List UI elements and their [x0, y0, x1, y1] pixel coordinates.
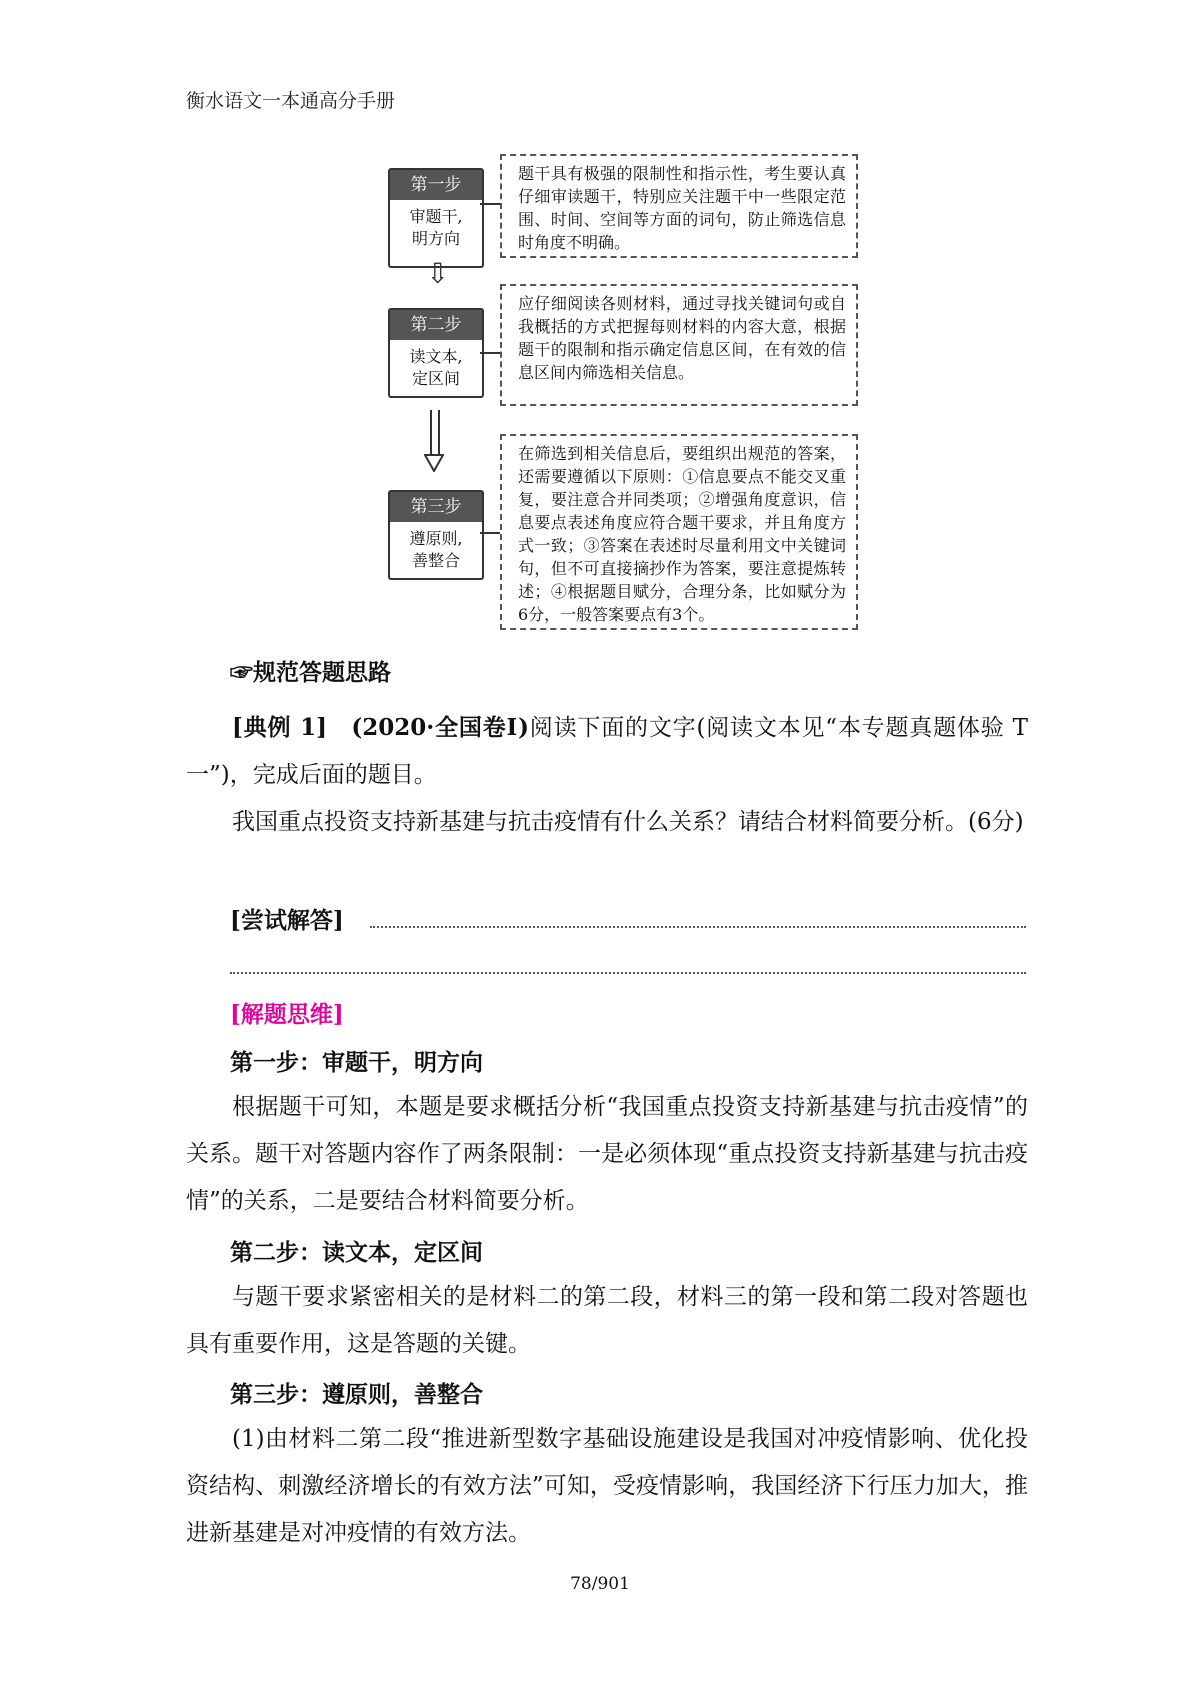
flow-step-3-body: 遵原则, 善整合: [409, 529, 463, 570]
step3-text-block: [186, 1416, 1028, 1557]
flow-connector-3: [480, 532, 500, 534]
flow-desc-2: 应仔细阅读各则材料，通过寻找关键词句或自我概括的方式把握每则材料的内容大意，根据题干的限制和指示确定信息区间，在有效的信息区间内筛选相关信息。: [500, 284, 858, 406]
answer-line-2[interactable]: [230, 972, 1026, 974]
flow-step-2: [388, 308, 484, 398]
flow-desc-3: 在筛选到相关信息后，要组织出规范的答案，还需要遵循以下原则：①信息要点不能交叉重复，要注意合并同类项；②增强角度意识，信息要点表述角度应符合题干要求，并且角度方式一致；③答案在表述时尽量利用文中关键词句，但不可直接摘抄作为答案，要注意提炼转述；④根据题目赋分，合理分条，比如赋分为6分，一般答案要点有3个。: [500, 434, 858, 630]
example-block: [186, 704, 1028, 846]
flow-step-1-body: 审题干, 明方向: [409, 207, 463, 248]
flow-desc-1: 题干具有极强的限制性和指示性，考生要认真仔细审读题干，特别应关注题干中一些限定范围、时间、空间等方面的词句，防止筛选信息时角度不明确。: [500, 154, 858, 258]
step2-text-block: [186, 1274, 1028, 1368]
flow-step-3: [388, 490, 484, 580]
step1-title: 第一步：审题干，明方向: [230, 1049, 483, 1076]
answer-line-1[interactable]: [370, 926, 1026, 928]
flow-arrow-2-icon: [426, 410, 442, 472]
step1-text-block: [186, 1084, 1028, 1225]
step1-text: 根据题干可知，本题是要求概括分析“我国重点投资支持新基建与抗击疫情”的关系。题干对答题内容作了两条限制：一是必须体现“重点投资支持新基建与抗击疫情”的关系，二是要结合材料简要分析。: [186, 1094, 1028, 1214]
example-label: [典例 1]: [232, 714, 328, 741]
flow-step-2-body: 读文本, 定区间: [409, 347, 463, 388]
flow-step-1-head: 第一步: [390, 170, 482, 200]
example-intro: 阅读下面的文字(阅读文本见“本专题真题体验 T一”)，完成后面的题目。: [186, 715, 1028, 788]
section-title: ☞规范答题思路: [230, 659, 391, 686]
example-source: (2020·全国卷Ⅰ): [351, 714, 529, 741]
step3-text: (1)由材料二第二段“推进新型数字基础设施建设是我国对冲疫情影响、优化投资结构、刺激经济增长的有效方法”可知，受疫情影响，我国经济下行压力加大，推进新基建是对冲疫情的有效方法。: [186, 1426, 1028, 1546]
try-answer-label: [尝试解答]: [230, 907, 344, 934]
step2-title: 第二步：读文本，定区间: [230, 1239, 483, 1266]
example-question: 我国重点投资支持新基建与抗击疫情有什么关系？请结合材料简要分析。(6分): [232, 809, 1024, 835]
flow-step-3-head: 第三步: [390, 492, 482, 522]
flow-step-1: [388, 168, 484, 268]
step3-title: 第三步：遵原则，善整合: [230, 1381, 483, 1408]
flow-arrow-1-icon: ⇩: [426, 257, 450, 290]
flow-step-2-head: 第二步: [390, 310, 482, 340]
step2-text: 与题干要求紧密相关的是材料二的第二段，材料三的第一段和第二段对答题也具有重要作用，这是答题的关键。: [186, 1284, 1028, 1357]
flow-connector-2: [480, 352, 500, 354]
flow-connector-1: [480, 203, 500, 205]
page-number: 78/901: [570, 1574, 630, 1594]
page-header: 衡水语文一本通高分手册: [186, 90, 396, 112]
analysis-label: [解题思维]: [230, 1001, 344, 1028]
